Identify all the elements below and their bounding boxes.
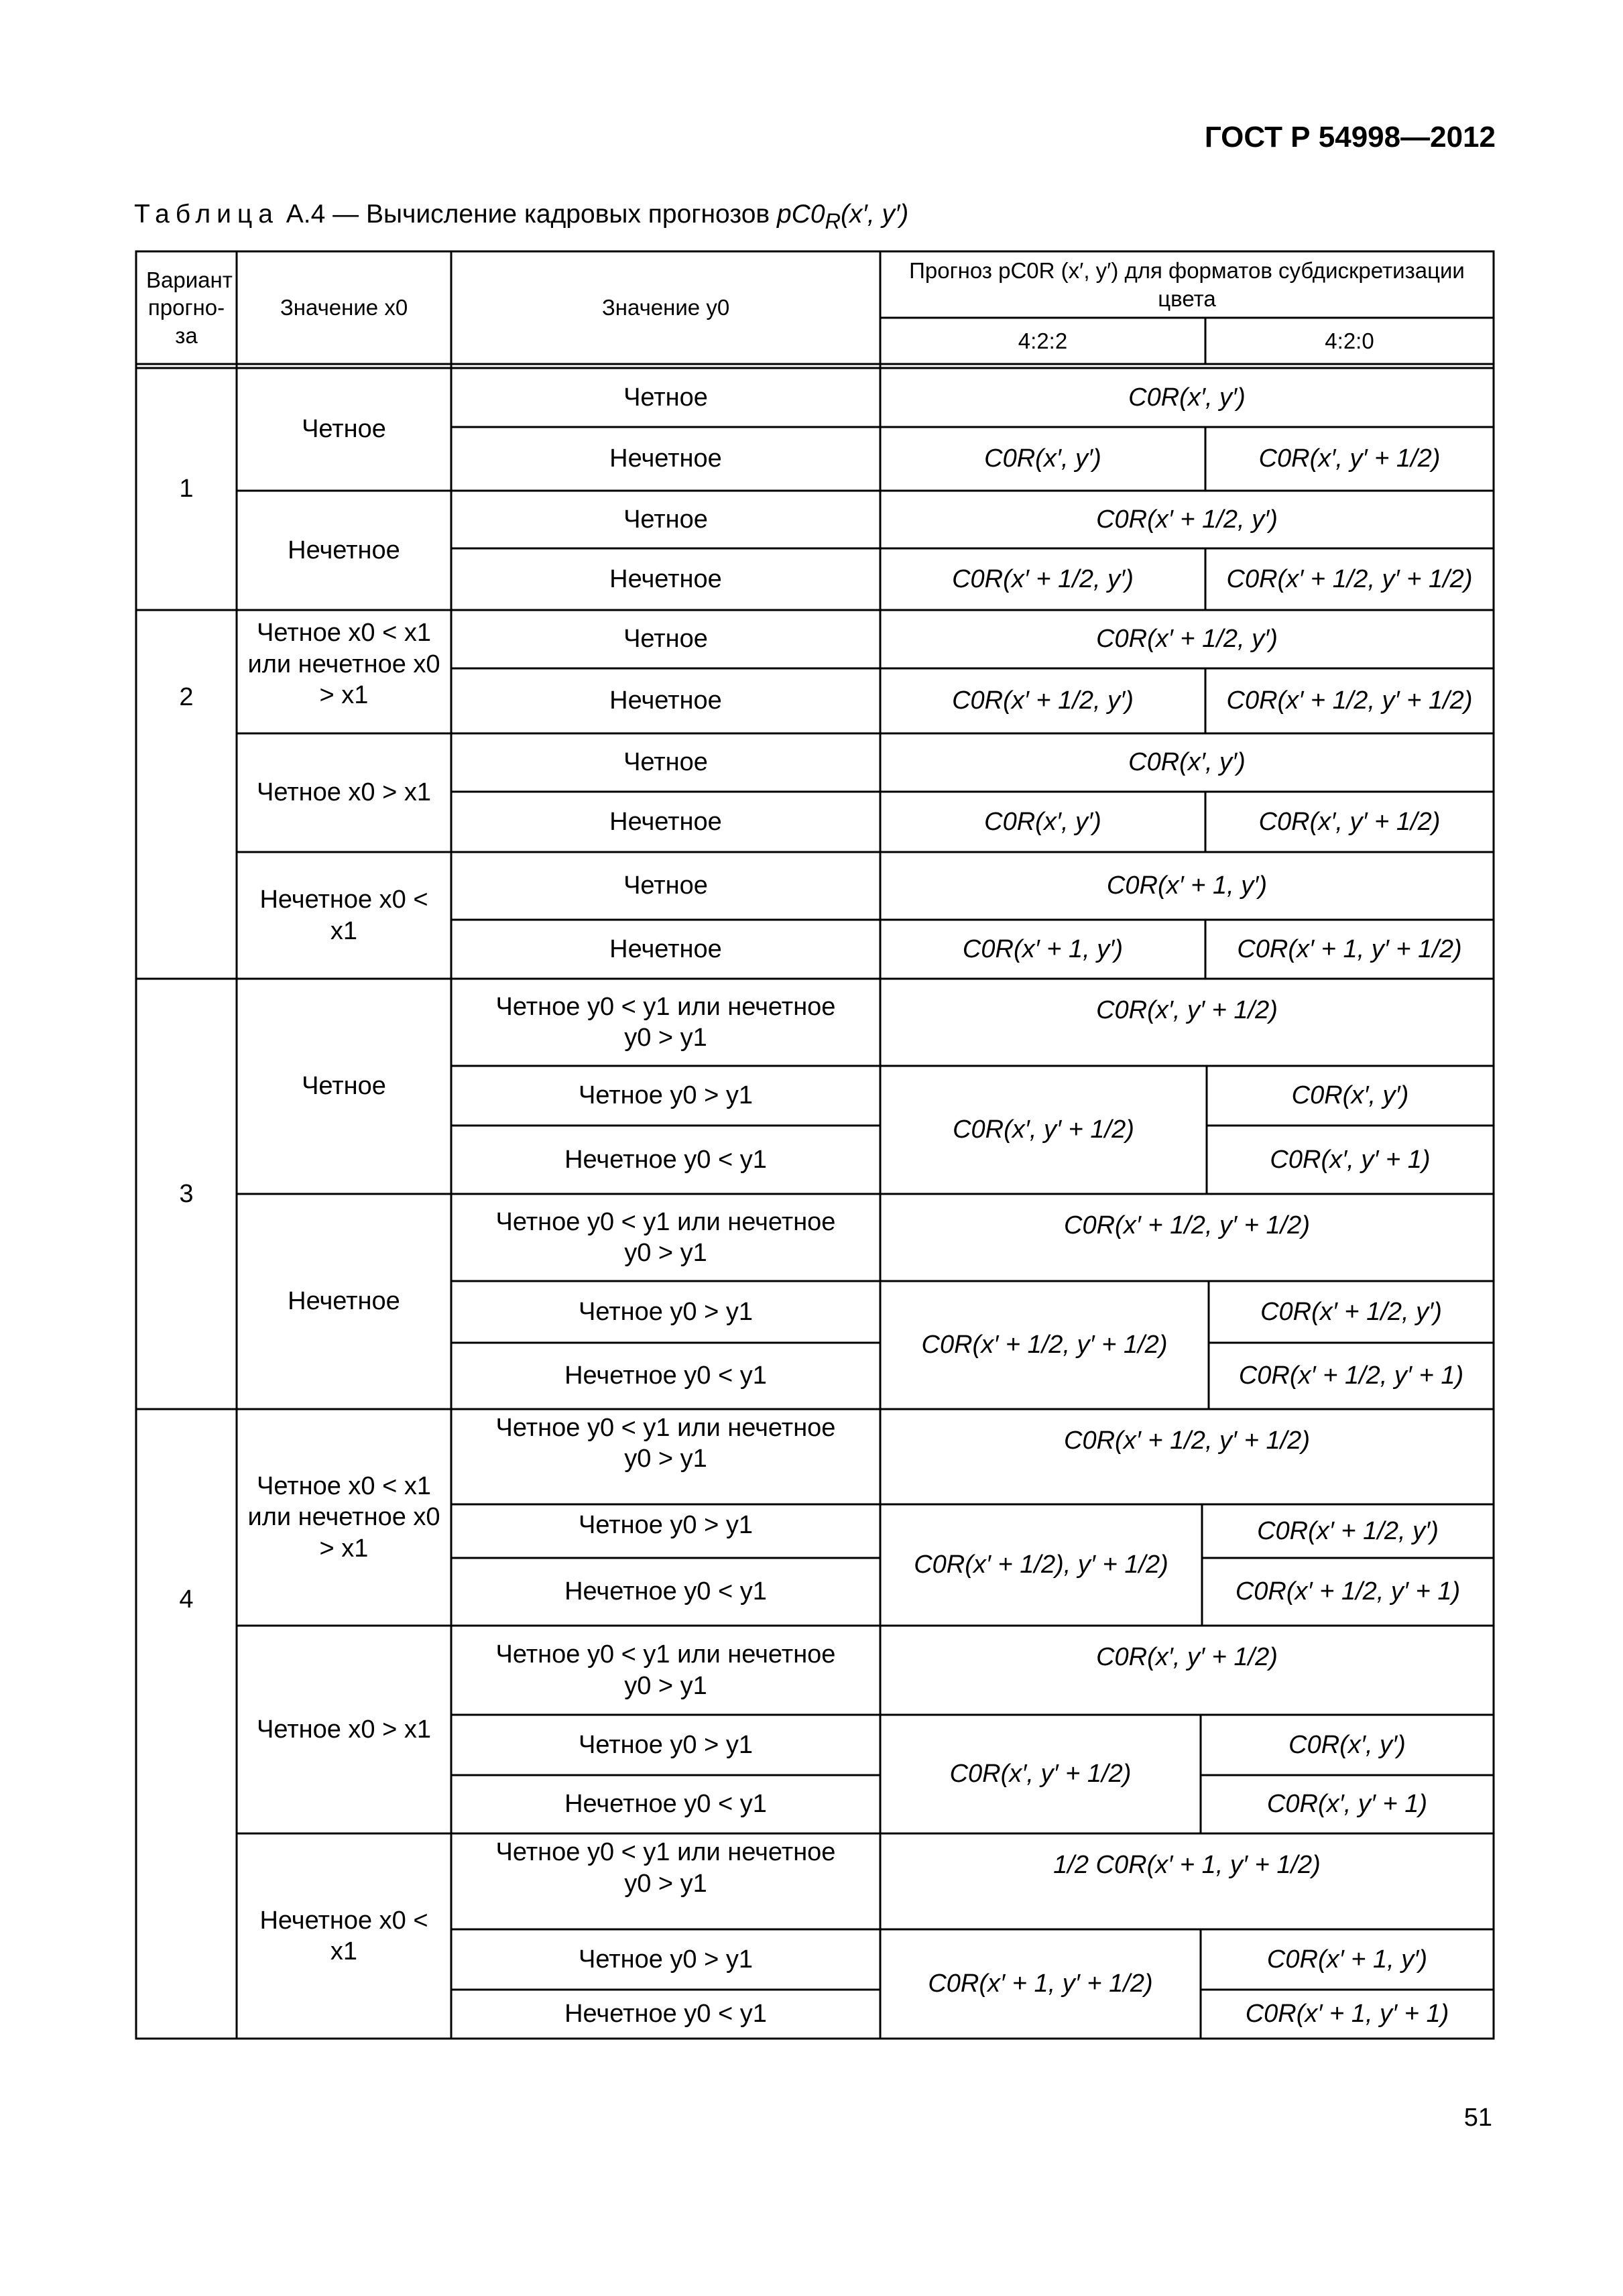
caption-dash: — [333,200,359,229]
forecast-formula: C0R(x′ + 1/2, y′ + 1) [1235,1577,1461,1606]
y0-cell: Нечетное [609,564,722,593]
page-number: 51 [1463,2104,1492,2132]
forecast-formula: C0R(x′, y′) [984,444,1101,473]
x0-cell: Четное x0 > x1 [257,1715,431,1744]
y0-cell: Нечетное y0 < y1 [564,2000,767,2029]
y0-cell: Четное y0 > y1 [579,1081,753,1110]
forecast-formula: C0R(x′ + 1/2, y′) [952,686,1134,715]
forecast-formula: C0R(x′, y′ + 1/2) [1096,1643,1278,1671]
forecast-formula: C0R(x′, y′ + 1/2) [953,1115,1134,1144]
forecast-formula: C0R(x′ + 1, y′ + 1) [1245,2000,1449,2029]
y0-cell: Четное y0 > y1 [579,1297,753,1326]
header-format-422: 4:2:2 [1018,328,1068,353]
y0-cell: Четное [623,871,708,900]
caption-text: Вычисление кадровых прогнозов [366,200,770,229]
x0-cell: Четное x0 < x1 или нечетное x0 > x1 [247,1471,440,1563]
y0-cell: Нечетное y0 < y1 [564,1790,767,1819]
y0-cell: Четное [623,625,708,654]
forecast-formula: C0R(x′ + 1, y′ + 1/2) [1237,934,1462,963]
variant-4: 4 [179,1585,194,1614]
header-x0: Значение x0 [280,295,408,320]
forecast-formula: C0R(x′ + 1/2, y′) [1260,1297,1442,1326]
x0-cell: Четное [302,415,386,444]
x0-cell: Нечетное [288,536,400,564]
x0-cell: Четное x0 < x1 или нечетное x0 > x1 [247,619,440,710]
y0-cell: Нечетное [609,934,722,963]
forecast-formula: C0R(x′ + 1/2, y′ + 1/2) [1064,1427,1310,1455]
header-forecast: Прогноз pC0R (x′, y′) для форматов субдискретизации цвета [909,258,1465,311]
header-variant: Вариант прогно-за [146,267,233,348]
header-y0: Значение y0 [601,295,730,320]
forecast-formula: C0R(x′, y′) [1291,1081,1409,1110]
forecast-formula: C0R(x′, y′ + 1/2) [1258,444,1441,473]
x0-cell: Нечетное [288,1287,400,1316]
y0-cell: Нечетное y0 < y1 [564,1577,767,1606]
y0-cell: Четное y0 > y1 [579,1510,753,1539]
forecast-formula: C0R(x′ + 1/2, y′ + 1/2) [1226,564,1473,593]
y0-cell: Четное y0 < y1 или нечетное y0 > y1 [495,1413,836,1473]
caption-label: Таблица [134,200,279,229]
forecast-formula: C0R(x′, y′ + 1) [1266,1790,1428,1819]
forecast-formula: C0R(x′, y′) [984,807,1101,836]
forecast-formula: C0R(x′ + 1/2), y′ + 1/2) [914,1551,1168,1579]
forecast-formula: C0R(x′ + 1/2, y′) [1257,1516,1439,1545]
y0-cell: Нечетное [609,444,722,473]
variant-3: 3 [179,1179,194,1208]
forecast-formula: C0R(x′, y′) [1128,383,1246,412]
y0-cell: Нечетное y0 < y1 [564,1362,767,1390]
forecast-formula: C0R(x′ + 1, y′) [1106,871,1268,900]
y0-cell: Нечетное y0 < y1 [564,1145,767,1174]
forecast-formula: C0R(x′, y′) [1288,1730,1406,1759]
y0-cell: Четное y0 < y1 или нечетное y0 > y1 [495,1640,836,1700]
y0-cell: Четное y0 < y1 или нечетное y0 > y1 [495,992,836,1052]
forecast-formula: C0R(x′, y′ + 1) [1270,1145,1431,1174]
x0-cell: Нечетное x0 < x1 [259,1906,428,1966]
y0-cell: Четное [623,505,708,534]
forecast-formula: C0R(x′ + 1/2, y′) [1096,505,1278,534]
x0-cell: Четное x0 > x1 [257,778,431,807]
variant-1: 1 [179,475,194,503]
forecast-formula: C0R(x′, y′ + 1/2) [949,1760,1132,1789]
forecast-formula: 1/2 C0R(x′ + 1, y′ + 1/2) [1053,1851,1321,1879]
y0-cell: Четное [623,383,708,412]
forecast-formula: C0R(x′, y′ + 1/2) [1096,996,1278,1024]
forecast-formula: C0R(x′ + 1/2, y′ + 1/2) [1064,1211,1310,1240]
y0-cell: Четное y0 < y1 или нечетное y0 > y1 [495,1207,836,1267]
forecast-formula: C0R(x′ + 1/2, y′ + 1) [1238,1362,1464,1390]
forecast-formula: C0R(x′, y′) [1128,748,1246,777]
header-format-420: 4:2:0 [1325,328,1374,353]
standard-designation: ГОСТ Р 54998—2012 [1204,121,1496,154]
forecast-formula: C0R(x′, y′ + 1/2) [1258,807,1441,836]
forecast-formula: C0R(x′ + 1, y′ + 1/2) [928,1970,1153,1998]
caption-number: А.4 [286,200,326,229]
forecast-formula: C0R(x′ + 1/2, y′ + 1/2) [921,1331,1168,1360]
forecast-formula: C0R(x′ + 1, y′) [962,934,1124,963]
caption-formula: $pC0_R(x'$, y′) [776,200,909,233]
x0-cell: Четное [302,1072,386,1101]
forecast-formula: C0R(x′ + 1/2, y′) [952,564,1134,593]
x0-cell: Нечетное x0 < x1 [259,886,428,945]
y0-cell: Четное y0 > y1 [579,1945,753,1974]
y0-cell: Четное [623,748,708,777]
y0-cell: Четное y0 > y1 [579,1730,753,1759]
y0-cell: Нечетное [609,686,722,715]
forecast-formula: C0R(x′ + 1/2, y′ + 1/2) [1226,686,1473,715]
variant-2: 2 [179,682,194,711]
y0-cell: Четное y0 < y1 или нечетное y0 > y1 [495,1838,836,1898]
forecast-formula: C0R(x′ + 1/2, y′) [1096,625,1278,654]
y0-cell: Нечетное [609,807,722,836]
forecast-formula: C0R(x′ + 1, y′) [1266,1945,1428,1974]
